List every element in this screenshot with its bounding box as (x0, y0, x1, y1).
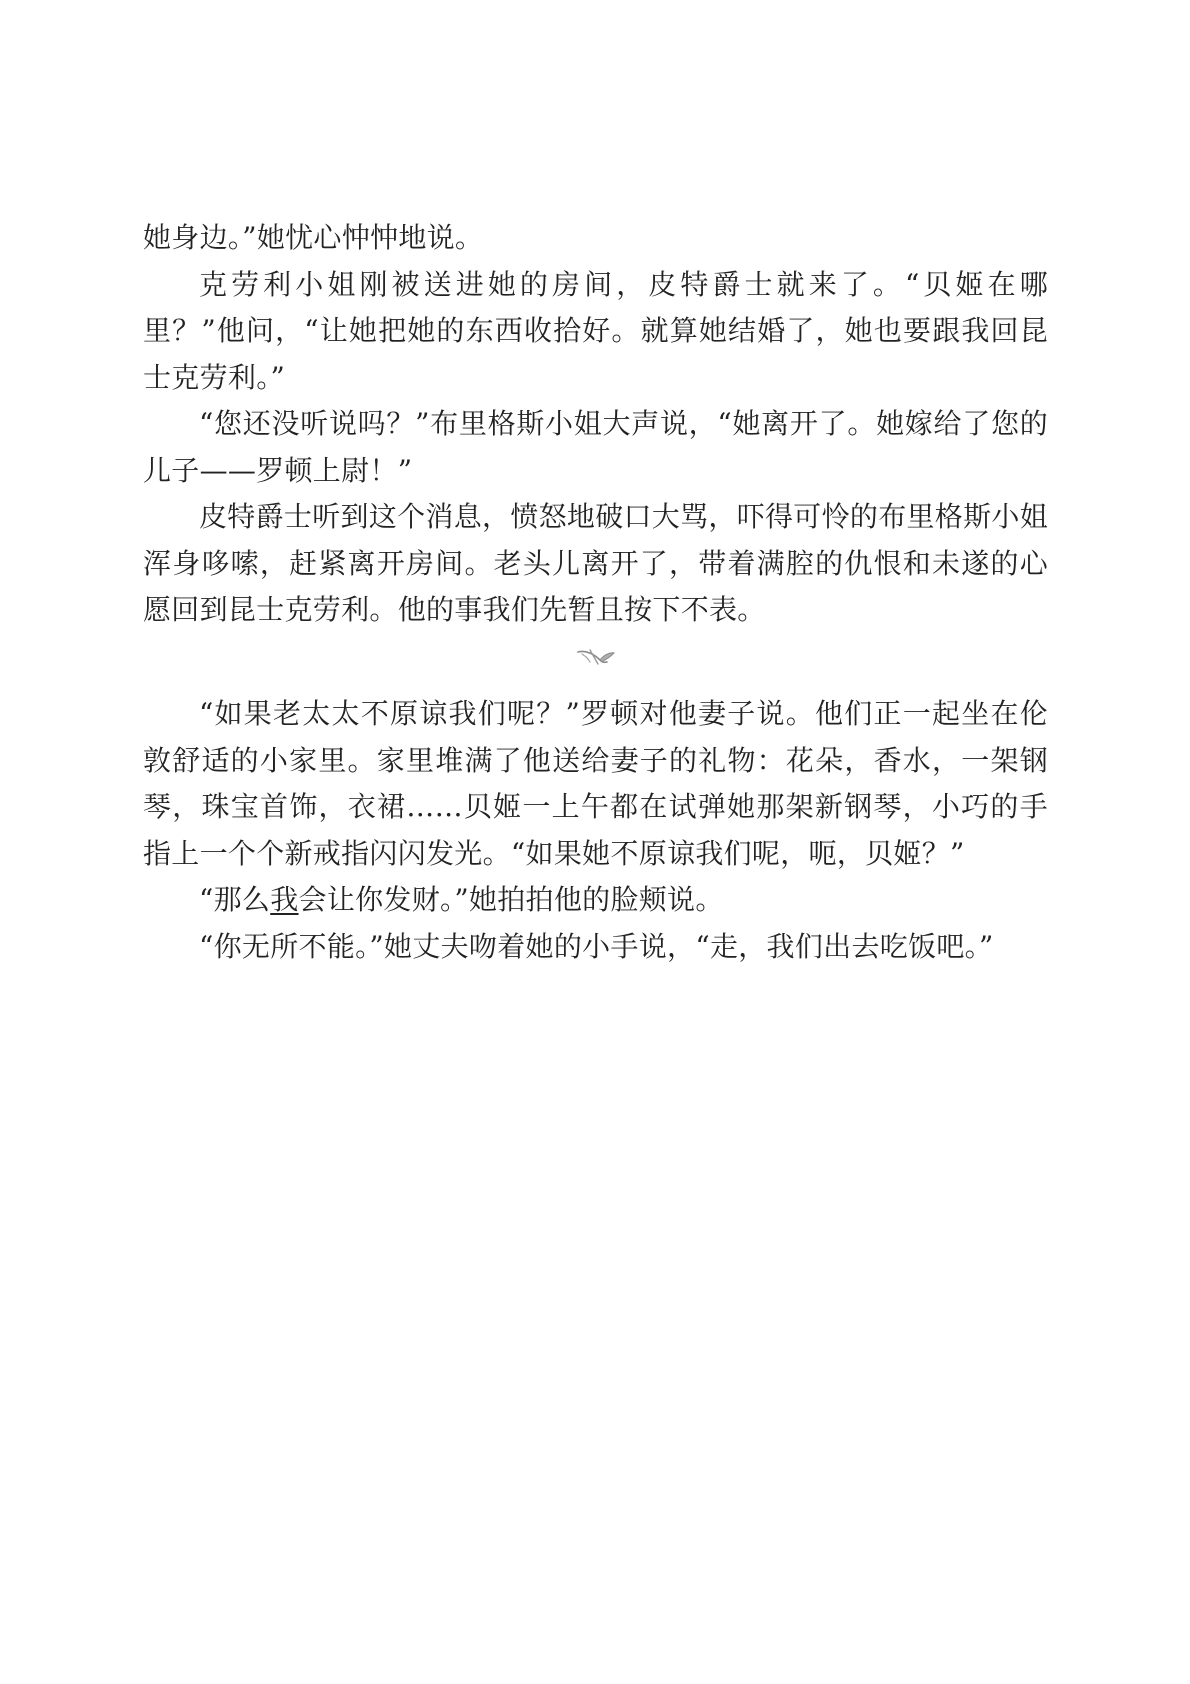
quill-ornament-icon (576, 646, 616, 668)
paragraph-briggs-reply: “您还没听说吗？”布里格斯小姐大声说，“她离开了。她嫁给了您的儿子——罗顿上尉！” (143, 407, 1048, 487)
paragraph-rawdon-asks: “如果老太太不原谅我们呢？”罗顿对他妻子说。他们正一起坐在伦敦舒适的小家里。家里堆满了他送给妻子的礼物：花朵，香水，一架钢琴，珠宝首饰，衣裙……贝姬一上午都在试弹她那架新钢琴，小巧的手指上一个个新戒指闪闪发光。“如果她不原谅我们呢，呃，贝姬？” (143, 697, 1048, 870)
paragraph-sir-pitt-leaves: 皮特爵士听到这个消息，愤怒地破口大骂，吓得可怜的布里格斯小姐浑身哆嗦，赶紧离开房间。老头儿离开了，带着满腔的仇恨和未遂的心愿回到昆士克劳利。他的事我们先暂且按下不表。 (143, 500, 1049, 626)
paragraph-continuation: 她身边。”她忧心忡忡地说。 (143, 221, 484, 254)
paragraph-sir-pitt-arrives: 克劳利小姐刚被送进她的房间，皮特爵士就来了。“贝姬在哪里？”他问，“让她把她的东西收拾好。就算她结婚了，她也要跟我回昆士克劳利。” (143, 267, 1048, 394)
becky-answer-end: 会让你发财。”她拍拍他的脸颊说。 (298, 883, 724, 916)
emphasized-word: 我 (270, 883, 299, 916)
text-block-bottom (143, 691, 1048, 970)
becky-answer-start: “那么 (199, 883, 271, 916)
text-block-top (143, 215, 1048, 634)
paragraph-becky-answers (143, 877, 1048, 924)
paragraph-rawdon-replies: “你无所不能。”她丈夫吻着她的小手说，“走，我们出去吃饭吧。” (199, 929, 994, 963)
